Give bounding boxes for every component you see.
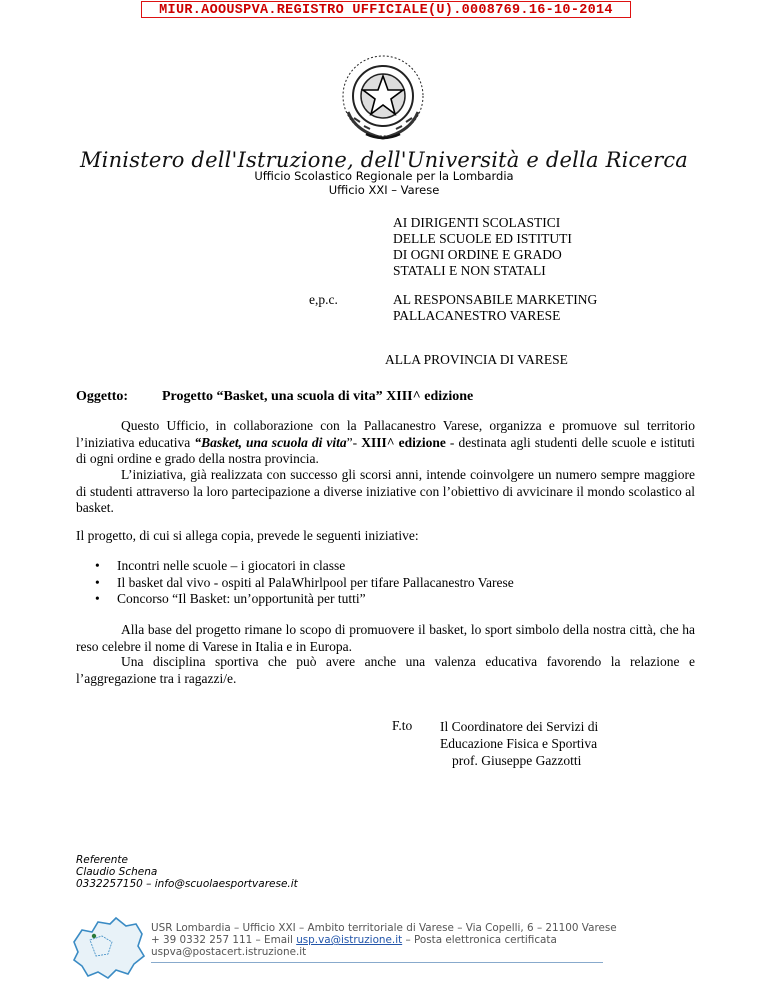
referent-label: Referente	[76, 854, 128, 866]
signature-name: prof. Giuseppe Gazzotti	[452, 753, 582, 768]
office-line-1: Ufficio Scolastico Regionale per la Lombardia	[254, 169, 514, 183]
office-line-2: Ufficio XXI – Varese	[328, 183, 440, 197]
footer-pec: uspva@postacert.istruzione.it	[151, 946, 307, 958]
footer-email-link[interactable]: usp.va@istruzione.it	[296, 934, 403, 946]
subject-label: Oggetto:	[76, 389, 129, 404]
footer-pec-label: – Posta elettronica certificata	[402, 934, 557, 946]
recipient-line: DI OGNI ORDINE E GRADO	[393, 247, 562, 262]
list-item: • Il basket dal vivo - ospiti al PalaWhirlpool per tifare Pallacanestro Varese	[95, 575, 514, 592]
recipient-line: AI DIRIGENTI SCOLASTICI	[393, 215, 561, 230]
referent-name: Claudio Schena	[76, 866, 158, 878]
italian-republic-emblem-icon	[336, 52, 430, 144]
footer-address: USR Lombardia – Ufficio XXI – Ambito territoriale di Varese – Via Copelli, 6 – 21100 Varese	[151, 922, 617, 934]
list-item: • Concorso “Il Basket: un’opportunità per tutti”	[95, 591, 514, 608]
lombardy-map-icon	[68, 912, 148, 982]
paragraph-initiative: L’iniziativa, già realizzata con successo gli scorsi anni, intende coinvolgere un numero sempre maggiore di studenti attraverso la loro partecipazione a diverse iniziative con l’obiettivo di avvicinare il mondo scolastico al basket.	[76, 467, 695, 515]
registry-stamp: MIUR.AOOUSPVA.REGISTRO UFFICIALE(U).0008769.16-10-2014	[141, 1, 631, 18]
paragraph-purpose: Alla base del progetto rimane lo scopo di promuovere il basket, lo sport simbolo della nostra città, che ha reso celebre il nome di Varese in Italia e in Europa.	[76, 622, 695, 654]
ministry-title: Ministero dell'Istruzione, dell'Università e della Ricerca	[79, 148, 689, 172]
intro-text-a: Questo Ufficio, in collaborazione con la Pallacanestro Varese, organizza e promuove sul territorio l’iniziativa educativa	[76, 418, 695, 450]
intro-text-c: - destinata agli studenti delle scuole e istituti di ogni ordine e grado della nostra provincia.	[76, 434, 695, 466]
intro-text-b: ”-	[346, 434, 362, 450]
footer-contacts	[151, 934, 557, 946]
signature-fto: F.to	[392, 718, 413, 733]
list-item: • Incontri nelle scuole – i giocatori in classe	[95, 558, 514, 575]
footer-phone: + 39 0332 257 111 – Email	[151, 934, 297, 946]
signature-line-1: Il Coordinatore dei Servizi di	[440, 719, 599, 734]
paragraph-discipline: Una disciplina sportiva che può avere anche una valenza educativa favorendo la relazione e l’aggregazione tra i ragazzi/e.	[76, 654, 695, 686]
footer-divider	[151, 962, 603, 963]
paragraph-project: Il progetto, di cui si allega copia, prevede le seguenti iniziative:	[76, 528, 419, 543]
paragraph-intro	[76, 418, 695, 468]
epc-line: PALLACANESTRO VARESE	[393, 308, 561, 323]
recipient-block	[393, 215, 572, 279]
initiatives-list	[95, 558, 514, 608]
province-recipient: ALLA PROVINCIA DI VARESE	[385, 352, 568, 367]
subject-text: Progetto “Basket, una scuola di vita” XIII^ edizione	[162, 389, 474, 404]
edition-label: XIII^ edizione	[361, 434, 446, 450]
epc-recipient-block	[393, 292, 597, 324]
recipient-line: DELLE SCUOLE ED ISTITUTI	[393, 231, 572, 246]
signature-line-2: Educazione Fisica e Sportiva	[440, 736, 598, 751]
recipient-line: STATALI E NON STATALI	[393, 263, 546, 278]
referent-contact: 0332257150 – info@scuolaesportvarese.it	[76, 878, 298, 890]
epc-line: AL RESPONSABILE MARKETING	[393, 292, 598, 307]
epc-label: e,p.c.	[309, 292, 338, 307]
project-title: “Basket, una scuola di vita	[194, 434, 347, 450]
